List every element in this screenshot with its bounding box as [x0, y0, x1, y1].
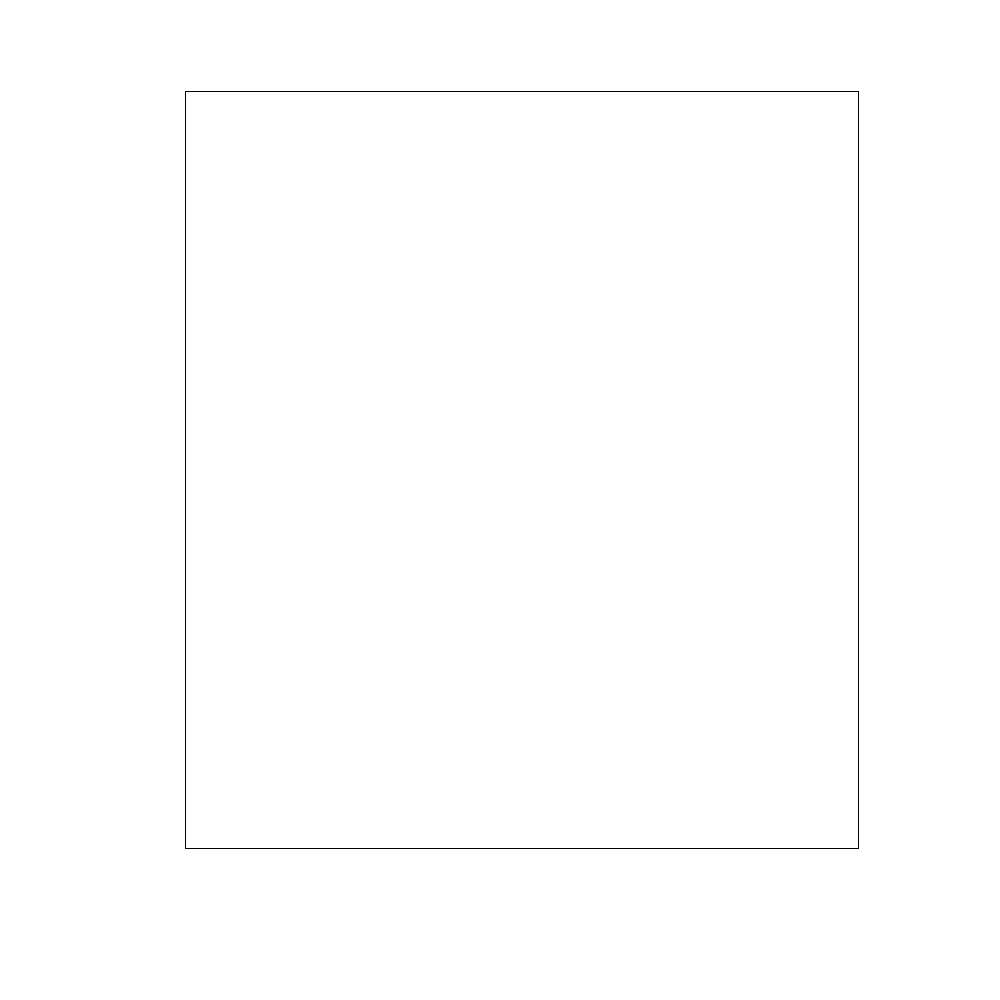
table-frame	[186, 92, 859, 849]
